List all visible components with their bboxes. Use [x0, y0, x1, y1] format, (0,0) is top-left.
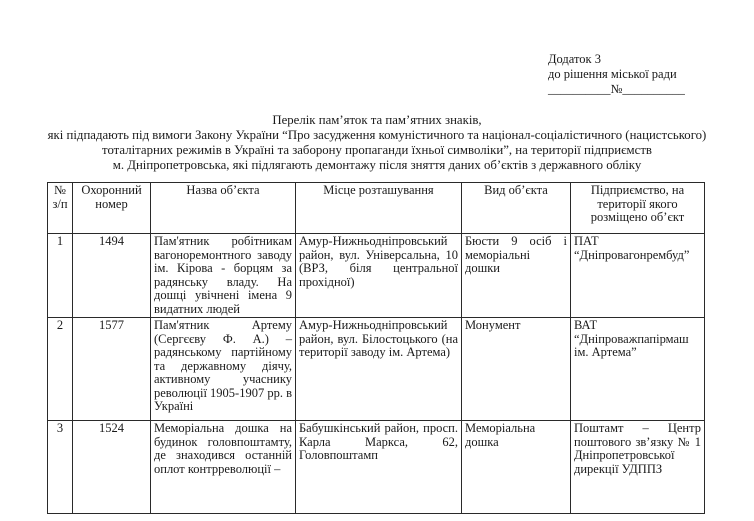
table-header-row [48, 183, 705, 234]
cell-object-name: Пам'ятник робітникам вагоноремонтного заводу ім. Кірова - борцям за радянську владу. На дошці увічнені імена 9 видатних людей [151, 234, 296, 318]
addendum-block [548, 52, 685, 97]
cell-num: 1 [48, 234, 73, 318]
addendum-number-line: __________№__________ [548, 82, 685, 96]
header-object-name: Назва об’єкта [151, 183, 296, 234]
monuments-table [47, 182, 705, 514]
title-line-1: Перелік пам’яток та пам’ятних знаків, [272, 113, 482, 127]
cell-enterprise: ВАТ “Дніпроважпапірмаш ім. Артема” [571, 318, 705, 421]
cell-protection-number: 1577 [73, 318, 151, 421]
cell-enterprise: Поштамт – Центр поштового зв’язку № 1 Дніпропетровської дирекції УДППЗ [571, 421, 705, 514]
title-line-2: які підпадають під вимоги Закону України “Про засудження комуністичного та націонал-соціалістичного (нацистського) [47, 128, 707, 142]
table-row [48, 318, 705, 421]
cell-location: Амур-Нижньодніпровський район, вул. Білостоцького (на території заводу ім. Артема) [296, 318, 462, 421]
title-line-4: м. Дніпропетровська, які підлягають демонтажу після зняття даних об’єктів з державного обліку [112, 158, 642, 172]
cell-object-type: Монумент [462, 318, 571, 421]
header-object-type: Вид об’єкта [462, 183, 571, 234]
cell-protection-number: 1494 [73, 234, 151, 318]
cell-object-name: Меморіальна дошка на будинок головпоштамту, де знаходився останній оплот контрреволюції – [151, 421, 296, 514]
addendum-title: Додаток 3 [548, 52, 601, 66]
addendum-decision: до рішення міської ради [548, 67, 677, 81]
cell-protection-number: 1524 [73, 421, 151, 514]
header-enterprise: Підприємство, на території якого розміщено об’єкт [571, 183, 705, 234]
cell-enterprise: ПАТ “Дніпровагонрембуд” [571, 234, 705, 318]
document-title [0, 113, 754, 173]
cell-location: Амур-Нижньодніпровський район, вул. Універсальна, 10 (ВРЗ, біля центральної прохідної) [296, 234, 462, 318]
cell-num: 2 [48, 318, 73, 421]
header-num: № з/п [48, 183, 73, 234]
cell-num: 3 [48, 421, 73, 514]
table-row [48, 421, 705, 514]
cell-location: Бабушкінський район, просп. Карла Маркса, 62, Головпоштамп [296, 421, 462, 514]
cell-object-type: Бюсти 9 осіб і меморіальні дошки [462, 234, 571, 318]
cell-object-name: Пам'ятник Артему (Сергєєву Ф. А.) – радянському партійному та державному діячу, активному учаснику революції 1905-1907 рр. в Україні [151, 318, 296, 421]
table-row [48, 234, 705, 318]
title-line-3: тоталітарних режимів в Україні та заборону пропаганди їхньої символіки”, на території підприємств [102, 143, 652, 157]
header-location: Місце розташування [296, 183, 462, 234]
cell-object-type: Меморіальна дошка [462, 421, 571, 514]
header-protection-number: Охоронний номер [73, 183, 151, 234]
